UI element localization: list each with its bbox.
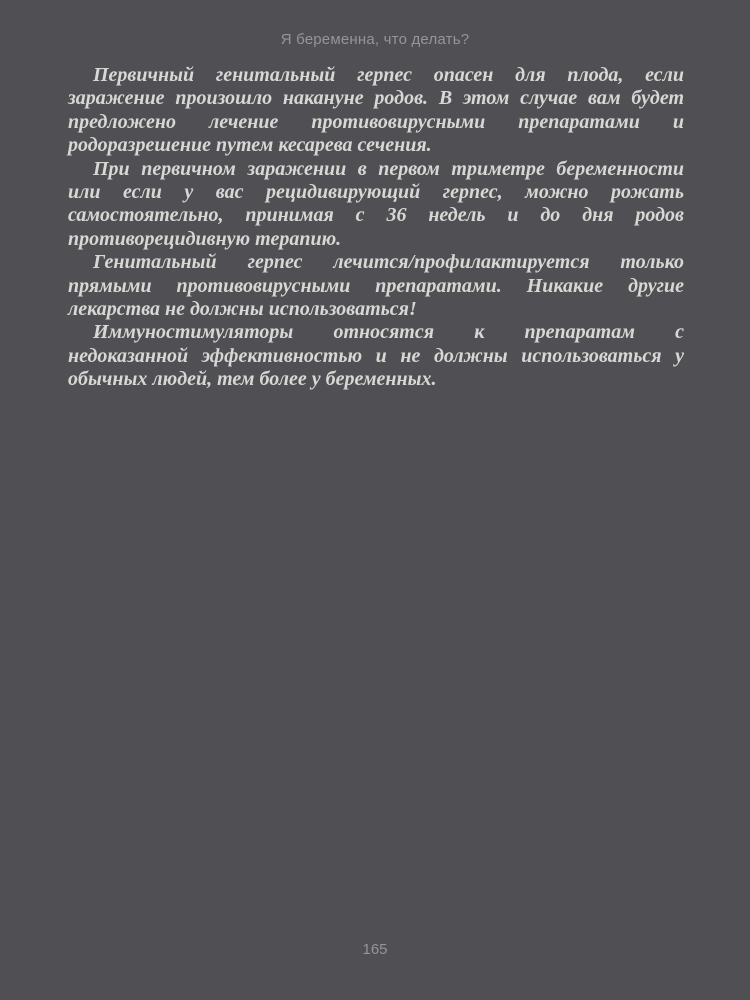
text-line: или если у вас рецидивирующий герпес, можно рожать bbox=[68, 181, 684, 204]
book-title-running-header: Я беременна, что делать? bbox=[280, 31, 470, 48]
text-line: самостоятельно, принимая с 36 недель и до дня родов bbox=[68, 204, 684, 227]
text-line: Генитальный герпес лечится/профилактируется только bbox=[93, 251, 684, 274]
text-line: Первичный генитальный герпес опасен для плода, если bbox=[93, 64, 684, 86]
text-line: родоразрешение путем кесарева сечения. bbox=[68, 134, 432, 157]
text-line: недоказанной эффективностью и не должны использоваться у bbox=[68, 344, 684, 367]
text-line: обычных людей, тем более у беременных. bbox=[68, 368, 437, 391]
text-line: предложено лечение противовирусными препаратами и bbox=[68, 110, 684, 133]
text-line: Иммуностимуляторы относятся к препаратам с bbox=[93, 321, 684, 344]
text-line: заражение произошло накануне родов. В этом случае вам будет bbox=[68, 87, 684, 110]
text-line: лекарства не должны использоваться! bbox=[68, 298, 417, 321]
text-line: прямыми противовирусными препаратами. Никакие другие bbox=[68, 274, 684, 297]
book-text-block bbox=[68, 64, 684, 392]
text-line: При первичном заражении в первом триметре беременности bbox=[93, 157, 684, 180]
text-line: противорецидивную терапию. bbox=[68, 227, 342, 250]
page-number: 165 bbox=[362, 941, 388, 958]
